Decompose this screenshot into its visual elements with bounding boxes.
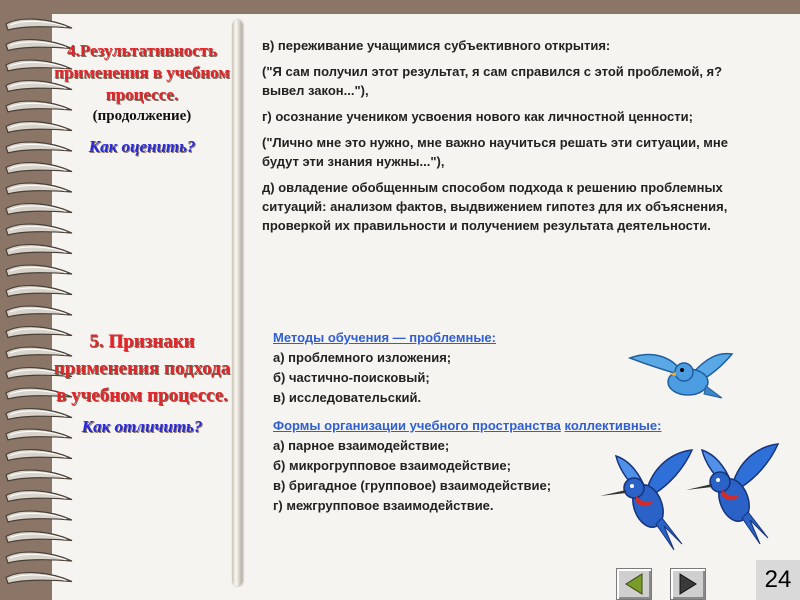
spiral-ring <box>6 532 72 543</box>
form-item: б) микрогрупповое взаимодействие; <box>273 458 511 473</box>
forms-heading-link-2[interactable]: коллективные: <box>564 418 662 433</box>
hummingbird-icon <box>598 446 698 556</box>
section-4-subtitle: (продолжение) <box>92 108 192 124</box>
form-item: г) межгрупповое взаимодействие. <box>273 498 494 513</box>
section-5-block <box>52 328 232 437</box>
spiral-ring <box>6 491 72 502</box>
method-item: а) проблемного изложения; <box>273 350 452 365</box>
spiral-ring <box>6 511 72 522</box>
criteria-item: д) овладение обобщенным способом подхода к решению проблемных ситуаций: анализом фактов, выдвижением гипотез для их объяснения, проверкой их правильности и получением результата деятельности. <box>262 180 728 233</box>
nav-forward-button[interactable] <box>670 568 706 600</box>
spiral-ring <box>6 204 72 215</box>
method-item: в) исследовательский. <box>273 390 422 405</box>
spiral-ring <box>6 286 72 297</box>
method-item: б) частично-поисковый; <box>273 370 430 385</box>
spiral-ring <box>6 552 72 563</box>
spiral-ring <box>6 470 72 481</box>
question-distinguish: Как отличить? <box>81 417 203 436</box>
methods-heading-link[interactable]: Методы обучения — проблемные: <box>273 330 496 345</box>
section-4-title: 4.Результативность применения в учебном процессе. <box>54 41 230 104</box>
section-5-title: 5. Признаки применения подхода в учебном процессе. <box>53 331 231 406</box>
criteria-item: в) переживание учащимися субъективного открытия: <box>262 38 611 53</box>
criteria-list <box>262 36 752 242</box>
spiral-ring <box>6 306 72 317</box>
nav-back-icon <box>617 569 651 599</box>
forms-heading-link[interactable]: Формы организации учебного пространства <box>273 418 561 433</box>
spiral-ring <box>6 19 72 30</box>
spiral-ring <box>6 183 72 194</box>
section-4-block <box>52 40 232 157</box>
spiral-ring <box>6 450 72 461</box>
question-evaluate: Как оценить? <box>88 137 196 156</box>
spiral-ring <box>6 573 72 584</box>
page-number: 24 <box>756 560 800 600</box>
criteria-item: ("Я сам получил этот результат, я сам справился с этой проблемой, я? вывел закон..."), <box>262 64 723 98</box>
form-item: а) парное взаимодействие; <box>273 438 450 453</box>
form-item: в) бригадное (групповое) взаимодействие; <box>273 478 552 493</box>
spiral-ring <box>6 265 72 276</box>
spiral-ring <box>6 224 72 235</box>
nav-back-button[interactable] <box>616 568 652 600</box>
bluebird-icon <box>622 348 734 406</box>
hummingbird-icon <box>684 440 784 550</box>
page-divider <box>232 20 242 586</box>
spiral-ring <box>6 163 72 174</box>
criteria-item: ("Лично мне это нужно, мне важно научиться решать эти ситуации, мне будут эти знания нужны..."), <box>262 135 729 169</box>
criteria-item: г) осознание учеником усвоения нового как личностной ценности; <box>262 109 693 124</box>
nav-forward-icon <box>671 569 705 599</box>
spiral-ring <box>6 245 72 256</box>
